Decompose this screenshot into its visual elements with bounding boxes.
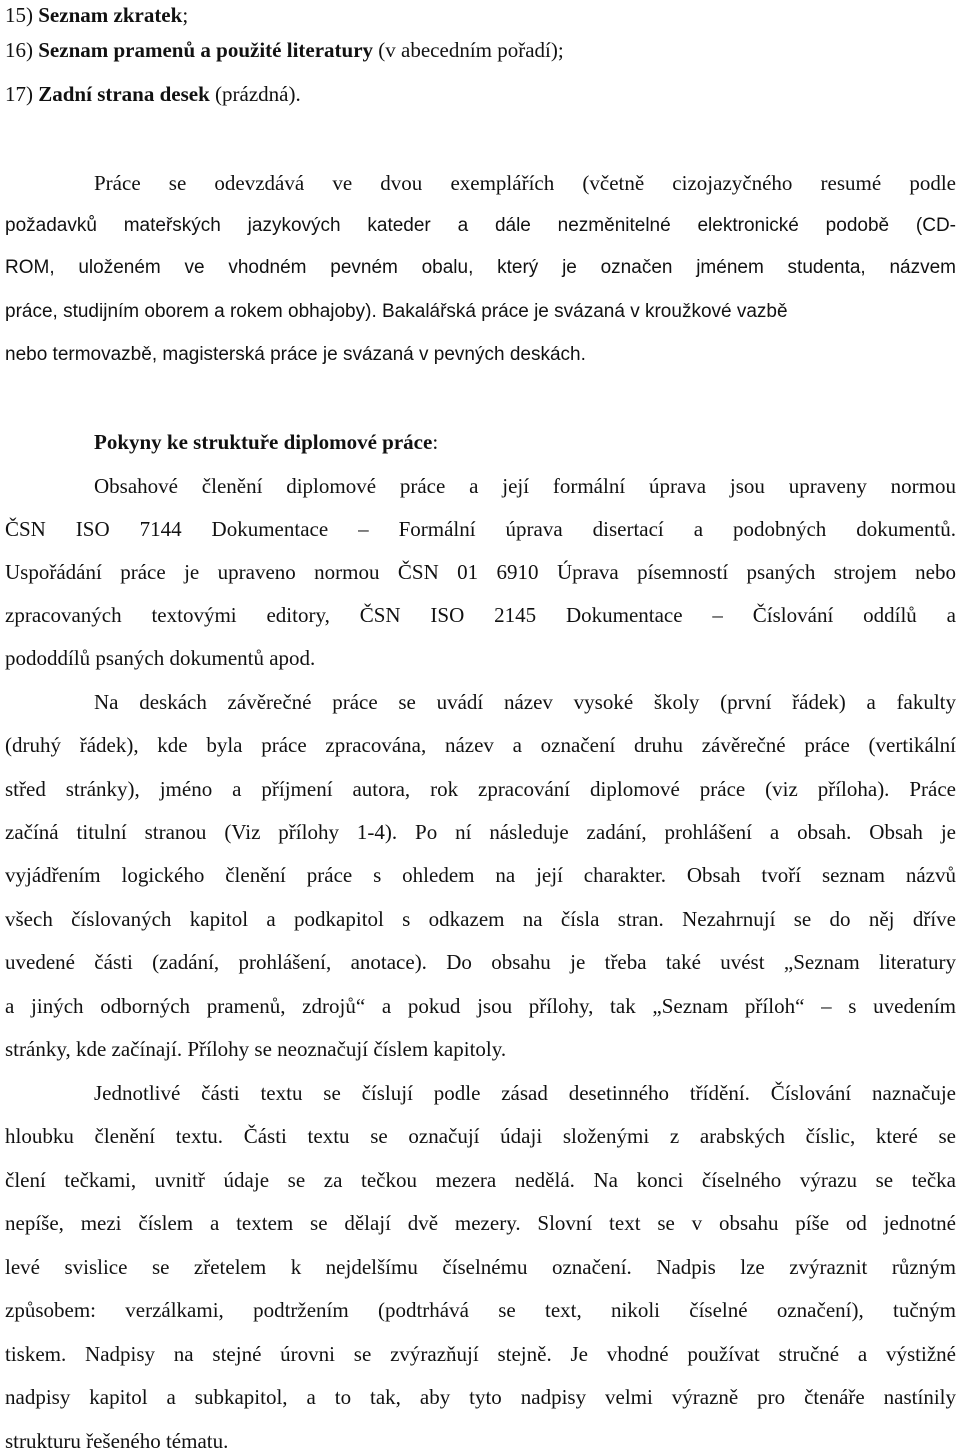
paragraph-4-line: nepíše, mezi číslem a textem se dělají dvě mezery. Slovní text se v obsahu píše od jednotné — [5, 1211, 956, 1235]
list-bold-text: Zadní strana desek — [38, 82, 210, 106]
paragraph-4-line: strukturu řešeného tématu. — [5, 1429, 229, 1453]
section-heading — [94, 427, 956, 457]
paragraph-3-line: střed stránky), jméno a příjmení autora, rok zpracování diplomové práce (viz příloha). Práce — [5, 777, 956, 801]
paragraph-3-line: stránky, kde začínají. Přílohy se neoznačují číslem kapitoly. — [5, 1037, 507, 1061]
paragraph-4-line: způsobem: verzálkami, podtržením (podtrhává se text, nikoli číselné označení), tučným — [5, 1298, 956, 1322]
list-item-17 — [5, 79, 956, 109]
paragraph-1-line — [5, 297, 956, 327]
paragraph-1-line: požadavků mateřských jazykových kateder a dále nezměnitelné elektronické podobě (CD- — [5, 215, 956, 236]
list-number: 16) — [5, 38, 39, 62]
paragraph-4-line: člení tečkami, uvnitř údaje se za tečkou mezera nedělá. Na konci číselného výrazu se tečka — [5, 1168, 956, 1192]
heading-bold-text: Pokyny ke struktuře diplomové práce — [94, 430, 433, 454]
paragraph-4-line: Jednotlivé části textu se číslují podle zásad desetinného třídění. Číslování naznačuje — [94, 1081, 956, 1105]
paragraph-3-line: všech číslovaných kapitol a podkapitol s odkazem na čísla stran. Nezahrnují se do něj dříve — [5, 907, 956, 931]
paragraph-4-line: hloubku členění textu. Části textu se označují údaji složenými z arabských číslic, které se — [5, 1124, 956, 1148]
paragraph-2-line: pododdílů psaných dokumentů apod. — [5, 646, 316, 670]
paragraph-1-line: nebo termovazbě, magisterská práce je svázaná v pevných deskách. — [5, 344, 586, 365]
paragraph-3-line: (druhý řádek), kde byla práce zpracována, název a označení druhu závěrečné práce (vertikální — [5, 733, 956, 757]
paragraph-4-line: levé svislice se zřetelem k nejdelšímu číselnému označení. Nadpis lze zvýraznit různým — [5, 1255, 956, 1279]
heading-colon: : — [432, 430, 439, 454]
paragraph-3-line: uvedené části (zadání, prohlášení, anotace). Do obsahu je třeba také uvést „Seznam literatury — [5, 950, 956, 974]
paragraph-2-line: Uspořádání práce je upraveno normou ČSN 01 6910 Úprava písemností psaných strojem nebo — [5, 560, 956, 584]
paragraph-3-line: Na deskách závěrečné práce se uvádí název vysoké školy (první řádek) a fakulty — [94, 690, 956, 714]
paragraph-2-line: Obsahové členění diplomové práce a její formální úprava jsou upraveny normou — [94, 474, 956, 498]
paragraph-1-line: ROM, uloženém ve vhodném pevném obalu, který je označen jménem studenta, názvem — [5, 257, 956, 278]
paragraph-1-text: práce, studijním oborem a rokem obhajoby). Bakalářská práce je svázaná v kroužkové vazbě — [5, 301, 788, 322]
paragraph-3-line: a jiných odborných pramenů, zdrojů“ a pokud jsou přílohy, tak „Seznam příloh“ – s uvedením — [5, 994, 956, 1018]
list-text: ; — [182, 3, 189, 27]
paragraph-1-line: Práce se odevzdává ve dvou exemplářích (včetně cizojazyčného resumé podle — [94, 171, 956, 195]
list-number: 15) — [5, 3, 39, 27]
list-text: (v abecedním pořadí); — [373, 38, 564, 62]
list-item-16 — [5, 35, 956, 65]
list-bold-text: Seznam pramenů a použité literatury — [38, 38, 374, 62]
list-bold-text: Seznam zkratek — [38, 3, 183, 27]
paragraph-4-line: nadpisy kapitol a subkapitol, a to tak, aby tyto nadpisy velmi výrazně pro čtenáře nastínily — [5, 1385, 956, 1409]
paragraph-2-line: ČSN ISO 7144 Dokumentace – Formální úprava disertací a podobných dokumentů. — [5, 517, 956, 541]
list-text: (prázdná). — [209, 82, 301, 106]
paragraph-3-line: vyjádřením logického členění práce s ohledem na její charakter. Obsah tvoří seznam názvů — [5, 863, 956, 887]
paragraph-4-line: tiskem. Nadpisy na stejné úrovni se zvýrazňují stejně. Je vhodné používat stručné a výstižné — [5, 1342, 956, 1366]
list-number: 17) — [5, 82, 39, 106]
paragraph-3-line: začíná titulní stranou (Viz přílohy 1-4). Po ní následuje zadání, prohlášení a obsah. Obsah je — [5, 820, 956, 844]
paragraph-2-line: zpracovaných textovými editory, ČSN ISO 2145 Dokumentace – Číslování oddílů a — [5, 603, 956, 627]
list-item-15 — [5, 0, 956, 30]
